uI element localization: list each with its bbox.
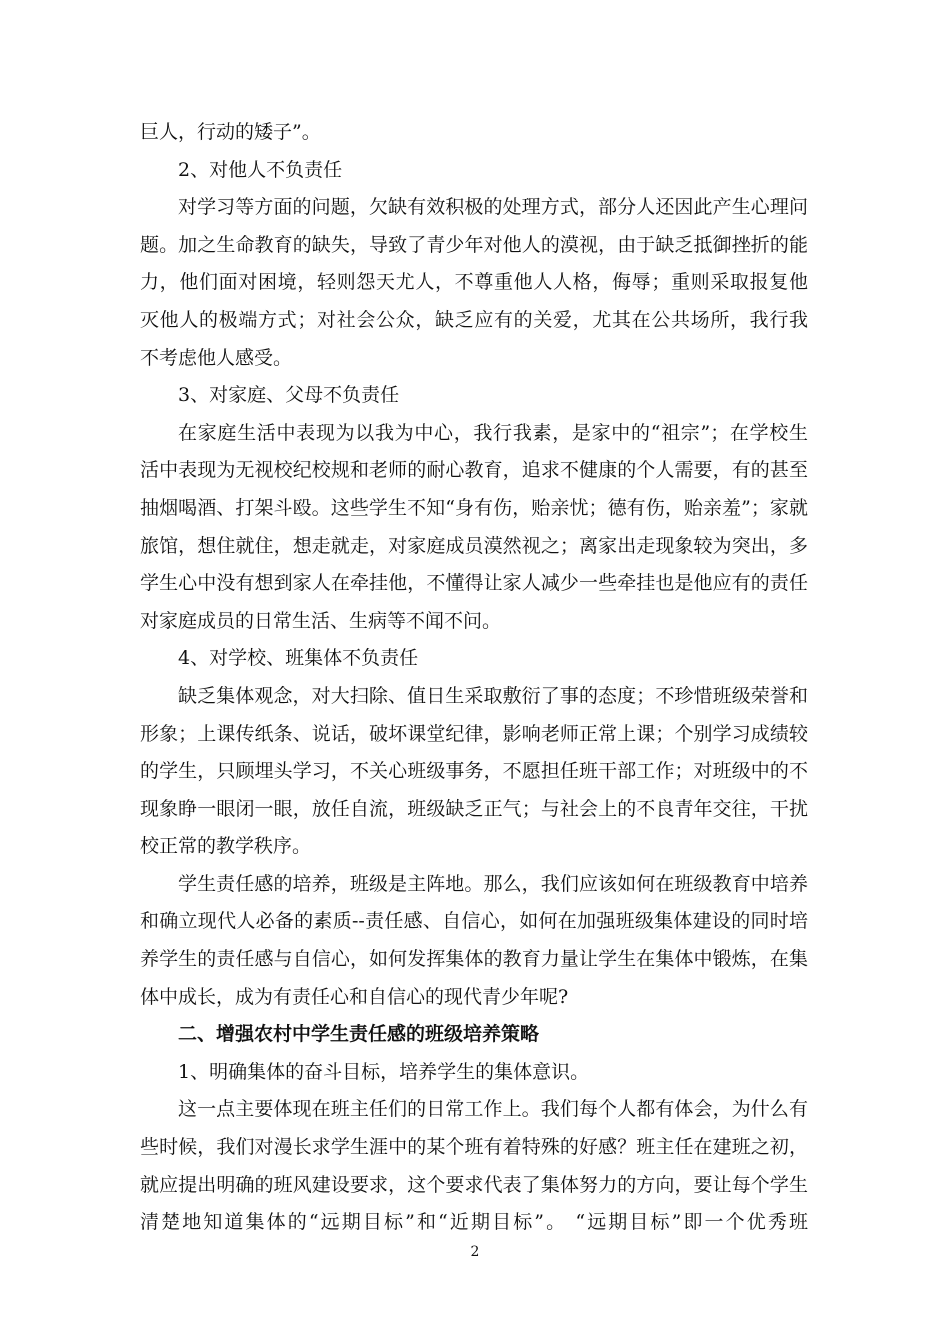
text-line: 对学习等方面的问题，欠缺有效积极的处理方式，部分人还因此产生心理问 [178,196,808,219]
text-line: 活中表现为无视校纪校规和老师的耐心教育，追求不健康的个人需要，有的甚至 [140,459,808,482]
text-line: 力，他们面对困境，轻则怨天尤人，不尊重他人人格，侮辱；重则采取报复他 [140,271,808,294]
text-line: 这一点主要体现在班主任们的日常工作上。我们每个人都有体会，为什么有 [178,1098,808,1121]
page-number: 2 [470,1244,480,1260]
text-line: 1、明确集体的奋斗目标，培养学生的集体意识。 [178,1060,590,1083]
text-line: 对家庭成员的日常生活、生病等不闻不问。 [140,609,502,632]
text-line: 学生心中没有想到家人在牵挂他，不懂得让家人减少一些牵挂也是他应有的责任 [140,572,808,595]
text-line: 题。加之生命教育的缺失，导致了青少年对他人的漠视，由于缺乏抵御挫折的能 [140,233,808,256]
text-line: 体中成长，成为有责任心和自信心的现代青少年呢? [140,985,569,1008]
text-line: 的学生，只顾埋头学习，不关心班级事务，不愿担任班干部工作；对班级中的不 [140,760,808,783]
text-line: 不考虑他人感受。 [140,346,293,369]
text-line: 学生责任感的培养，班级是主阵地。那么，我们应该如何在班级教育中培养 [178,872,808,895]
text-line: 在家庭生活中表现为以我为中心，我行我素，是家中的“祖宗”；在学校生 [178,421,808,444]
text-line: 4、对学校、班集体不负责任 [178,647,419,670]
document-body [140,114,808,1242]
text-line: 抽烟喝酒、打架斗殴。这些学生不知“身有伤，贻亲忧；德有伤，贻亲羞”；家就 [140,496,808,519]
text-line: 3、对家庭、父母不负责任 [178,384,400,407]
text-line: 旅馆，想住就住，想走就走，对家庭成员漠然视之；离家出走现象较为突出，多 [140,534,808,557]
text-line: 缺乏集体观念，对大扫除、值日生采取敷衍了事的态度；不珍惜班级荣誉和 [178,684,808,707]
text-line: 养学生的责任感与自信心，如何发挥集体的教育力量让学生在集体中锻炼，在集 [140,948,808,971]
text-line: 些时候，我们对漫长求学生涯中的某个班有着特殊的好感？班主任在建班之初， [140,1136,808,1159]
text-line: 灭他人的极端方式；对社会公众，缺乏应有的关爱，尤其在公共场所，我行我 [140,308,808,331]
section-heading: 二、增强农村中学生责任感的班级培养策略 [178,1023,540,1046]
text-line: 清楚地知道集体的“远期目标”和“近期目标”。 “远期目标”即一个优秀班 [140,1211,808,1234]
text-line: 就应提出明确的班风建设要求，这个要求代表了集体努力的方向，要让每个学生 [140,1173,808,1196]
text-line: 现象睁一眼闭一眼，放任自流，班级缺乏正气；与社会上的不良青年交往，干扰 [140,797,808,820]
text-line: 校正常的教学秩序。 [140,835,312,858]
text-line: 2、对他人不负责任 [178,158,343,181]
text-line: 和确立现代人必备的素质--责任感、自信心，如何在加强班级集体建设的同时培 [140,910,808,933]
text-line: 形象；上课传纸条、说话，破坏课堂纪律，影响老师正常上课；个别学习成绩较 [140,722,808,745]
text-line: 巨人，行动的矮子”。 [140,121,321,143]
